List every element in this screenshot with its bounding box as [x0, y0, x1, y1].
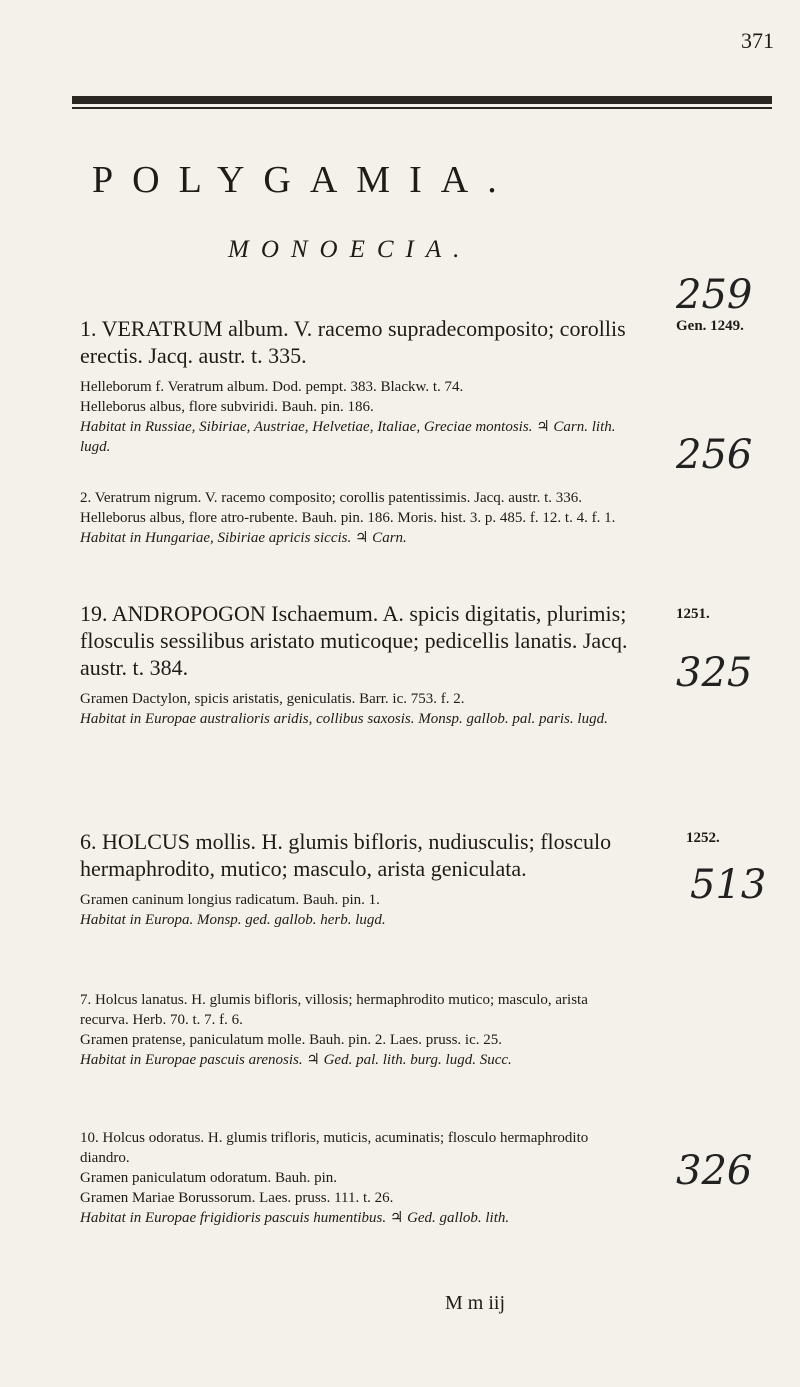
- entry-line: Gramen caninum longius radicatum. Bauh. pin. 1.: [80, 892, 380, 908]
- margin-handwriting-1: 259: [676, 272, 753, 318]
- entry-line: Gramen Dactylon, spicis aristatis, geniculatis. Barr. ic. 753. f. 2.: [80, 691, 465, 707]
- entry-line: 10. Holcus odoratus. H. glumis trifloris, muticis, acuminatis; flosculo hermaphrodito diandro.: [80, 1130, 589, 1166]
- entry-habitat: Habitat in Europa. Monsp. ged. gallob. herb. lugd.: [80, 912, 386, 928]
- header-rule-thin: [72, 107, 772, 109]
- page-number: 371: [741, 28, 774, 53]
- entry-line: Helleborum f. Veratrum album. Dod. pempt. 383. Blackw. t. 74.: [80, 379, 464, 395]
- margin-number-2: 1251.: [676, 606, 710, 622]
- section-subtitle: MONOECIA.: [228, 236, 472, 263]
- section-title: POLYGAMIA.: [92, 159, 516, 201]
- entry-main: 1. VERATRUM album. V. racemo supradecomposito; corollis erectis. Jacq. austr. t. 335.: [80, 316, 626, 368]
- entry-habitat: Habitat in Europae pascuis arenosis. ♃ Ged. pal. lith. burg. lugd. Succ.: [80, 1052, 512, 1068]
- entry-line: 2. Veratrum nigrum. V. racemo composito; corollis patentissimis. Jacq. austr. t. 336.: [80, 490, 583, 506]
- entry-line: 7. Holcus lanatus. H. glumis bifloris, villosis; hermaphrodito mutico; masculo, arista recurva. Herb. 70. t. 7. f. 6.: [80, 992, 588, 1028]
- entry-main: 6. HOLCUS mollis. H. glumis bifloris, nudiusculis; flosculo hermaphrodito, mutico; masculo, arista geniculata.: [80, 829, 612, 881]
- entry-line: Gramen pratense, paniculatum molle. Bauh. pin. 2. Laes. pruss. ic. 25.: [80, 1032, 502, 1048]
- entry-veratrum-nigrum: [80, 488, 640, 548]
- margin-number-3: 1252.: [686, 830, 720, 846]
- margin-handwriting-5: 326: [676, 1148, 753, 1194]
- margin-gen-number: Gen. 1249.: [676, 318, 744, 334]
- margin-handwriting-3: 325: [676, 650, 753, 696]
- entry-line: Gramen Mariae Borussorum. Laes. pruss. 111. t. 26.: [80, 1190, 394, 1206]
- entry-holcus-odoratus: [80, 1128, 640, 1228]
- entry-line: Gramen paniculatum odoratum. Bauh. pin.: [80, 1170, 338, 1186]
- entry-main: 19. ANDROPOGON Ischaemum. A. spicis digitatis, plurimis; flosculis sessilibus aristato muticoque; pedicellis lanatis. Jacq. austr. t. 384.: [80, 601, 628, 680]
- entry-andropogon: [80, 600, 640, 729]
- signature-mark: M m iij: [445, 1292, 506, 1314]
- entry-habitat: Habitat in Europae australioris aridis, collibus saxosis. Monsp. gallob. pal. paris. lugd.: [80, 711, 608, 727]
- margin-handwriting-4: 513: [690, 862, 767, 908]
- entry-line: Helleborus albus, flore atro-rubente. Bauh. pin. 186. Moris. hist. 3. p. 485. f. 12. t. 4. f. 1.: [80, 510, 616, 526]
- entry-holcus-lanatus: [80, 990, 640, 1070]
- entry-habitat: Habitat in Europae frigidioris pascuis humentibus. ♃ Ged. gallob. lith.: [80, 1210, 510, 1226]
- margin-handwriting-2: 256: [676, 432, 753, 478]
- entry-veratrum-album: [80, 315, 640, 457]
- header-rule: [72, 96, 772, 104]
- entry-line: Helleborus albus, flore subviridi. Bauh. pin. 186.: [80, 399, 374, 415]
- entry-habitat: Habitat in Russiae, Sibiriae, Austriae, Helvetiae, Italiae, Greciae montosis. ♃ Carn. lith. lugd.: [80, 419, 616, 455]
- entry-holcus-mollis: [80, 828, 640, 930]
- entry-habitat: Habitat in Hungariae, Sibiriae apricis siccis. ♃ Carn.: [80, 530, 407, 546]
